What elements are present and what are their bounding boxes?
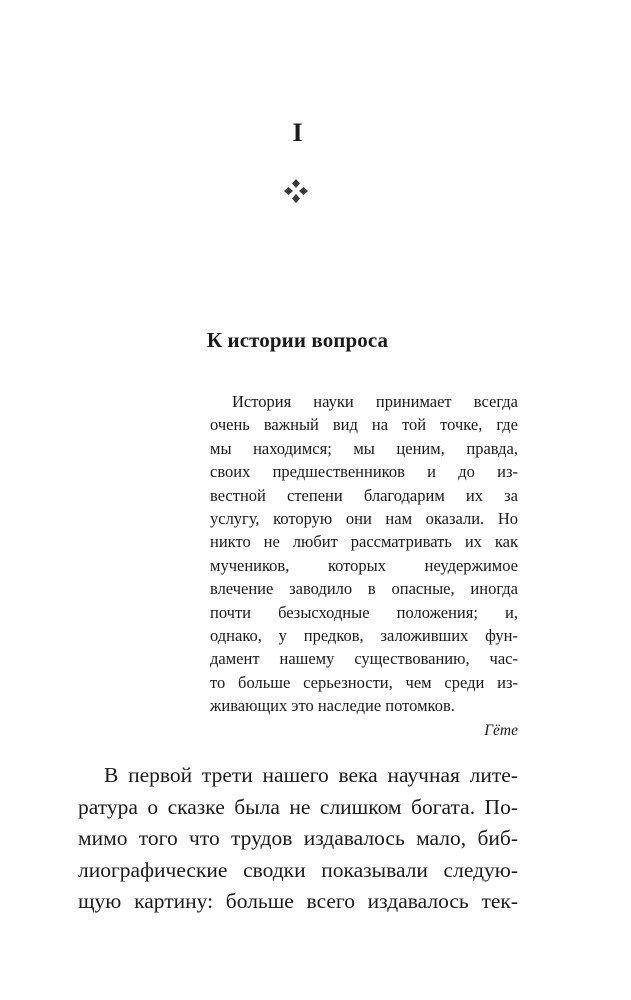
epigraph-line: своих предшественников и до из-: [210, 462, 518, 482]
epigraph-line: однако, у предков, заложивших фун-: [210, 625, 518, 645]
body-line: щую картину: больше всего издавалось тек-: [78, 889, 518, 913]
epigraph-line: никто не любит рассматривать их как: [210, 532, 518, 552]
body-paragraph: [78, 760, 518, 918]
epigraph: [210, 390, 518, 742]
epigraph-line: услугу, которую они нам оказали. Но: [210, 508, 518, 528]
body-line: мимо того что трудов издавалось мало, биб-: [78, 826, 518, 850]
body-line: В первой трети нашего века научная лите-: [104, 763, 518, 787]
epigraph-line: История науки принимает всегда: [232, 392, 518, 411]
chapter-number: I: [292, 118, 303, 147]
epigraph-line: то больше серьезности, чем среди из-: [210, 672, 518, 692]
epigraph-line: почти безысходные положения; и,: [210, 602, 518, 622]
epigraph-line: дамент нашему существованию, час-: [210, 649, 518, 669]
epigraph-line: живающих это наследие потомков.: [210, 696, 455, 716]
epigraph-author: Гёте: [484, 722, 518, 740]
body-line: лиографические сводки показывали следую-: [78, 857, 518, 882]
epigraph-line: мы находимся; мы ценим, правда,: [210, 438, 518, 458]
four-diamond-ornament-icon: [283, 178, 309, 204]
epigraph-line: вестной степени благодарим их за: [210, 485, 518, 505]
epigraph-line: очень важный вид на той точке, где: [210, 415, 518, 435]
section-title: К истории вопроса: [206, 328, 389, 352]
body-line: ратура о сказке была не слишком богата. По-: [78, 794, 518, 819]
epigraph-line: мучеников, которых неудержимое: [210, 555, 518, 575]
epigraph-line: влечение заводило в опасные, иногда: [210, 579, 518, 599]
epigraph-text: [210, 390, 518, 717]
